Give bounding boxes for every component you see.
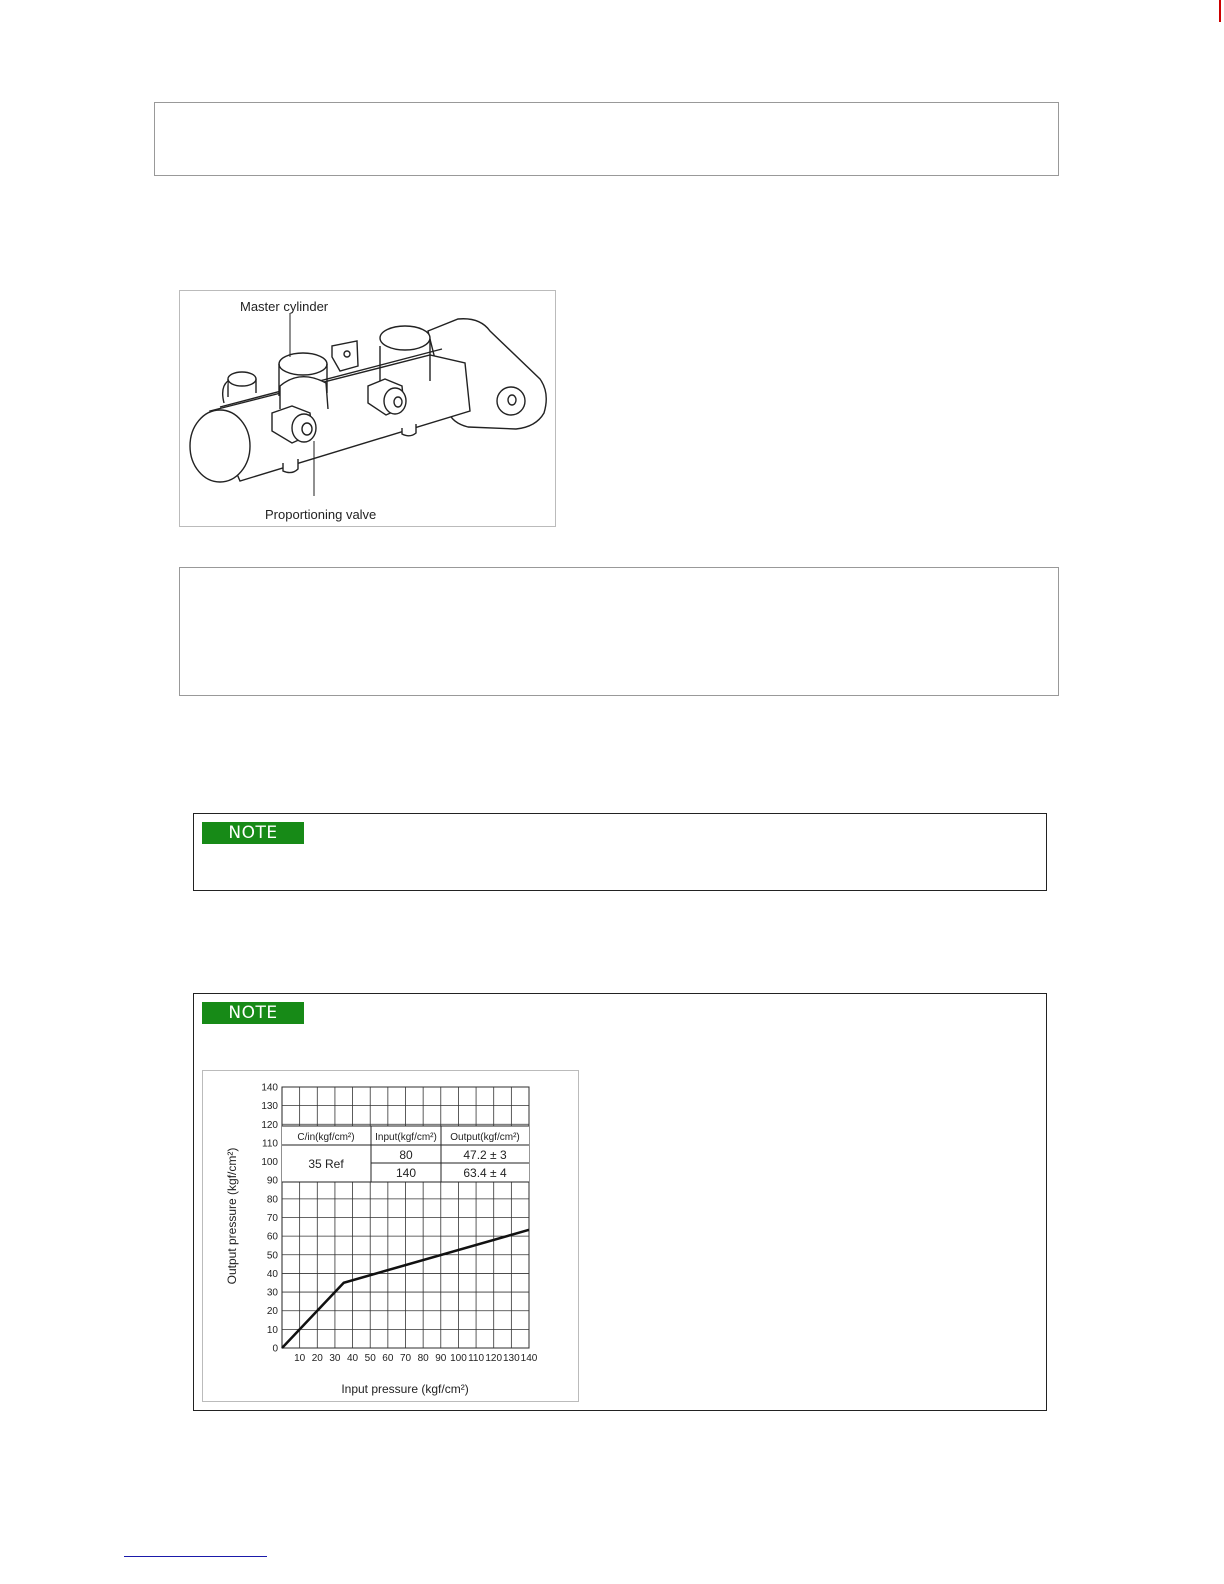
y-axis-label: Output pressure (kgf/cm²) bbox=[225, 1147, 239, 1285]
page-edge-mark bbox=[1219, 0, 1221, 22]
x-tick-label: 120 bbox=[485, 1353, 503, 1364]
table-output-1: 47.2 ± 3 bbox=[463, 1148, 507, 1162]
x-tick-label: 20 bbox=[311, 1353, 323, 1364]
y-tick-label: 50 bbox=[266, 1250, 278, 1262]
info-box-top bbox=[154, 102, 1059, 176]
x-tick-label: 50 bbox=[364, 1353, 376, 1364]
x-tick-label: 130 bbox=[503, 1353, 520, 1364]
table-input-1: 80 bbox=[399, 1148, 413, 1162]
table-header-input: Input(kgf/cm²) bbox=[375, 1132, 437, 1143]
master-cylinder-illustration bbox=[180, 291, 555, 526]
y-tick-label: 60 bbox=[266, 1231, 278, 1243]
x-axis-label: Input pressure (kgf/cm²) bbox=[341, 1382, 469, 1396]
note-box-1 bbox=[193, 813, 1047, 891]
table-input-2: 140 bbox=[395, 1166, 417, 1180]
note-badge: NOTE bbox=[202, 1002, 304, 1024]
x-tick-label: 110 bbox=[468, 1353, 485, 1364]
y-tick-label: 90 bbox=[266, 1175, 278, 1187]
x-tick-label: 100 bbox=[450, 1353, 467, 1364]
master-cylinder-label: Master cylinder bbox=[240, 299, 329, 314]
master-cylinder-figure bbox=[179, 290, 556, 527]
proportioning-valve-label: Proportioning valve bbox=[265, 507, 377, 522]
table-output-2: 63.4 ± 4 bbox=[463, 1166, 507, 1180]
y-tick-label: 130 bbox=[261, 1101, 278, 1113]
y-tick-label: 10 bbox=[266, 1324, 278, 1336]
y-tick-label: 80 bbox=[266, 1194, 278, 1206]
y-tick-label: 30 bbox=[266, 1287, 278, 1299]
y-tick-label: 120 bbox=[261, 1119, 278, 1131]
x-tick-label: 40 bbox=[347, 1353, 359, 1364]
table-header-cin: C/in(kgf/cm²) bbox=[297, 1132, 355, 1143]
bottom-link-underline bbox=[124, 1556, 267, 1557]
info-box-middle bbox=[179, 567, 1059, 696]
x-tick-label: 10 bbox=[294, 1353, 306, 1364]
y-tick-label: 100 bbox=[261, 1157, 278, 1169]
x-tick-label: 90 bbox=[435, 1353, 447, 1364]
y-tick-label: 0 bbox=[272, 1343, 278, 1355]
y-tick-label: 70 bbox=[266, 1213, 278, 1224]
x-tick-label: 140 bbox=[520, 1353, 538, 1364]
pressure-chart-figure bbox=[202, 1070, 579, 1402]
x-tick-label: 80 bbox=[417, 1353, 429, 1364]
note-box-2 bbox=[193, 993, 1047, 1411]
y-tick-label: 110 bbox=[262, 1138, 278, 1150]
table-ref: 35 Ref bbox=[308, 1157, 344, 1171]
x-tick-label: 70 bbox=[399, 1353, 412, 1364]
table-header-output: Output(kgf/cm²) bbox=[450, 1132, 520, 1143]
pressure-chart bbox=[203, 1071, 578, 1401]
y-tick-label: 40 bbox=[266, 1268, 278, 1280]
x-tick-label: 30 bbox=[329, 1353, 341, 1364]
x-tick-label: 60 bbox=[382, 1353, 394, 1364]
y-tick-label: 140 bbox=[261, 1082, 278, 1094]
note-badge: NOTE bbox=[202, 822, 304, 844]
y-tick-label: 20 bbox=[266, 1306, 278, 1318]
